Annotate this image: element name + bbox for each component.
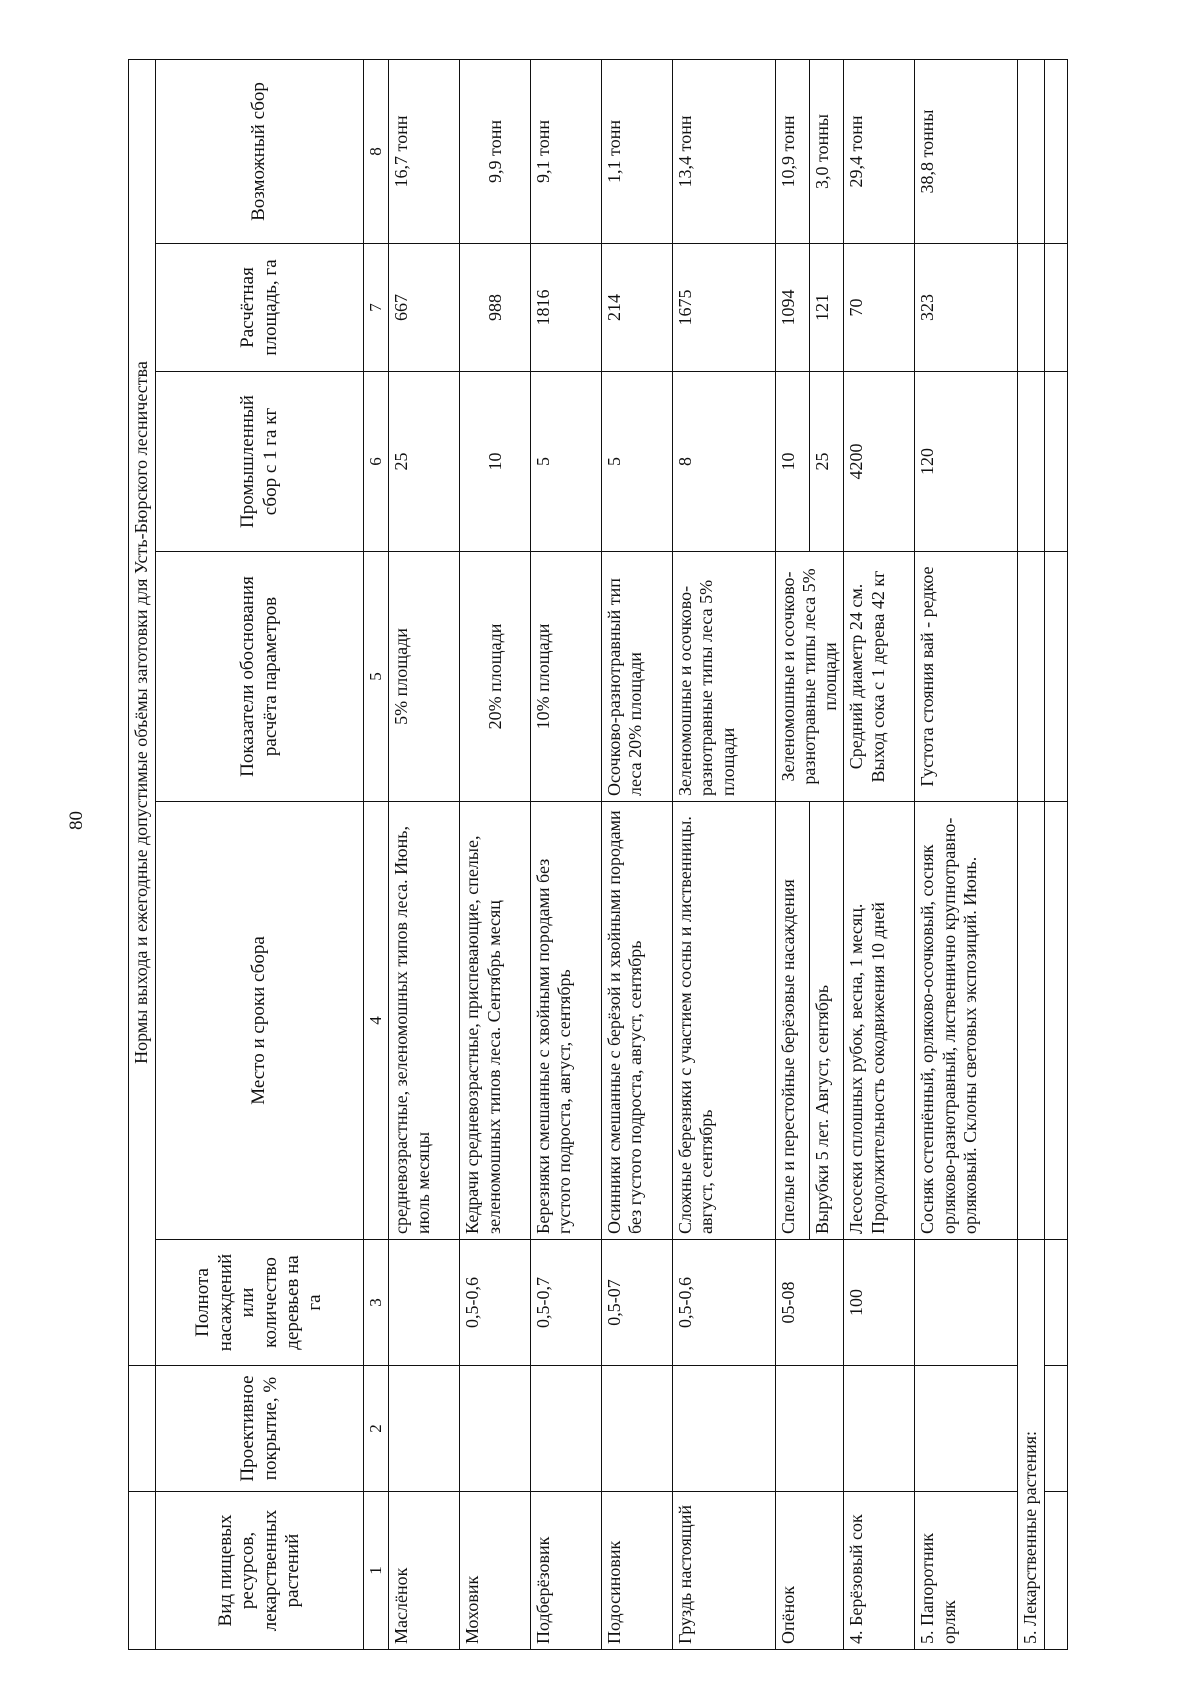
place-value: Сосняк остепнённый, орляково-осочковый, сосняк орляково-разнотравный, лиственнично крупнотравно-орляковый. Склоны световых экспозиций. Июнь. <box>915 802 1018 1240</box>
harvest-value: 9,9 тонн <box>460 59 531 243</box>
place-value: Осинники смешанные с берёзой и хвойными породами без густого подроста, август, сентябрь <box>602 802 673 1240</box>
yield-value: 5 <box>602 372 673 552</box>
header-basis: Показатели обоснования расчёта параметров <box>156 552 364 802</box>
table-title: Нормы выхода и ежегодные допустимые объёмы заготовки для Усть-Бюрского лесничества <box>129 59 156 1365</box>
yield-value: 120 <box>915 372 1018 552</box>
yield-value: 10 <box>775 372 809 552</box>
column-number-row <box>364 59 389 1649</box>
density-value <box>915 1240 1018 1366</box>
cover-value <box>531 1366 602 1492</box>
rotated-table-container <box>128 60 1068 1650</box>
page-number: 80 <box>66 811 87 830</box>
table-row-maslenok <box>389 59 460 1649</box>
place-value: Кедрачи средневозрастные, приспевающие, спелые, зеленомошных типов леса. Сентябрь месяц <box>460 802 531 1240</box>
area-value: 70 <box>844 244 915 372</box>
area-value: 988 <box>460 244 531 372</box>
table-row-podosinovik <box>602 59 673 1649</box>
column-number: 1 <box>364 1492 389 1650</box>
basis-value: Густота стояния вай - редкое <box>915 552 1018 802</box>
basis-value: Средний диаметр 24 см. Выход сока с 1 дерева 42 кг <box>844 552 915 802</box>
place-value: Вырубки 5 лет. Август, сентябрь <box>810 802 844 1240</box>
cover-value <box>775 1366 844 1492</box>
basis-value: Осочково-разнотравный тип леса 20% площади <box>602 552 673 802</box>
area-value: 214 <box>602 244 673 372</box>
area-value: 1816 <box>531 244 602 372</box>
harvest-value: 29,4 тонн <box>844 59 915 243</box>
harvest-value: 16,7 тонн <box>389 59 460 243</box>
density-value: 05-08 <box>775 1240 844 1366</box>
yield-value: 10 <box>460 372 531 552</box>
basis-value: 5% площади <box>389 552 460 802</box>
harvest-value: 13,4 тонн <box>673 59 776 243</box>
column-number: 4 <box>364 802 389 1240</box>
species-name: Подосиновик <box>602 1492 673 1650</box>
species-name: Подберёзовик <box>531 1492 602 1650</box>
norms-table <box>128 59 1068 1650</box>
header-place: Место и сроки сбора <box>156 802 364 1240</box>
table-row-mokhovik <box>460 59 531 1649</box>
table-row-openok <box>775 59 809 1649</box>
section-row-medicinal <box>1018 59 1045 1649</box>
harvest-value: 3,0 тонны <box>810 59 844 243</box>
cover-value <box>915 1366 1018 1492</box>
species-name: Маслёнок <box>389 1492 460 1650</box>
column-number: 7 <box>364 244 389 372</box>
header-species: Вид пищевых ресурсов, лекарственных растений <box>156 1492 364 1650</box>
cover-value <box>602 1366 673 1492</box>
yield-value: 8 <box>673 372 776 552</box>
place-value: Сложные березняки с участием сосны и лиственницы. август, сентябрь <box>673 802 776 1240</box>
density-value: 0,5-0,7 <box>531 1240 602 1366</box>
density-value: 0,5-0,6 <box>673 1240 776 1366</box>
cover-value <box>460 1366 531 1492</box>
harvest-value: 1,1 тонн <box>602 59 673 243</box>
basis-value: 20% площади <box>460 552 531 802</box>
cover-value <box>389 1366 460 1492</box>
species-name: 4. Берёзовый сок <box>844 1492 915 1650</box>
table-row-gruzd <box>673 59 776 1649</box>
basis-value: 10% площади <box>531 552 602 802</box>
table-row-podberezovik <box>531 59 602 1649</box>
density-value: 0,5-07 <box>602 1240 673 1366</box>
density-value: 0,5-0,6 <box>460 1240 531 1366</box>
area-value: 323 <box>915 244 1018 372</box>
yield-value: 25 <box>810 372 844 552</box>
area-value: 121 <box>810 244 844 372</box>
column-number: 3 <box>364 1240 389 1366</box>
yield-value: 4200 <box>844 372 915 552</box>
species-name: Груздь настоящий <box>673 1492 776 1650</box>
density-value <box>389 1240 460 1366</box>
species-name: Опёнок <box>775 1492 844 1650</box>
header-area: Расчётная площадь, га <box>156 244 364 372</box>
table-row-empty <box>1045 59 1068 1649</box>
area-value: 1675 <box>673 244 776 372</box>
area-value: 667 <box>389 244 460 372</box>
place-value: Спелые и перестойные берёзовые насаждения <box>775 802 809 1240</box>
table-row-fern <box>915 59 1018 1649</box>
place-value: Лесосеки сплошных рубок, весна, 1 месяц. Продолжительность сокодвижения 10 дней <box>844 802 915 1240</box>
column-number: 5 <box>364 552 389 802</box>
column-number: 8 <box>364 59 389 243</box>
column-number: 6 <box>364 372 389 552</box>
basis-value: Зеленомошные и осочково-разнотравные типы леса 5% площади <box>775 552 844 802</box>
place-value: Березняки смешанные с хвойными породами без густого подроста, август, сентябрь <box>531 802 602 1240</box>
header-harvest: Возможный сбор <box>156 59 364 243</box>
column-number: 2 <box>364 1366 389 1492</box>
density-value: 100 <box>844 1240 915 1366</box>
section-heading: 5. Лекарственные растения: <box>1018 1240 1045 1650</box>
harvest-value: 9,1 тонн <box>531 59 602 243</box>
table-row-birch-sap <box>844 59 915 1649</box>
harvest-value: 10,9 тонн <box>775 59 809 243</box>
harvest-value: 38,8 тонны <box>915 59 1018 243</box>
header-density: Полнота насаждений или количество деревьев на га <box>156 1240 364 1366</box>
yield-value: 5 <box>531 372 602 552</box>
species-name: Моховик <box>460 1492 531 1650</box>
header-cover: Проективное покрытие, % <box>156 1366 364 1492</box>
place-value: средневозрастные, зеленомошных типов леса. Июнь, июль месяцы <box>389 802 460 1240</box>
cover-value <box>673 1366 776 1492</box>
yield-value: 25 <box>389 372 460 552</box>
species-name: 5. Папоротник орляк <box>915 1492 1018 1650</box>
cover-value <box>844 1366 915 1492</box>
basis-value: Зеленомошные и осочково-разнотравные типы леса 5% площади <box>673 552 776 802</box>
area-value: 1094 <box>775 244 809 372</box>
header-yield: Промышленный сбор с 1 га кг <box>156 372 364 552</box>
